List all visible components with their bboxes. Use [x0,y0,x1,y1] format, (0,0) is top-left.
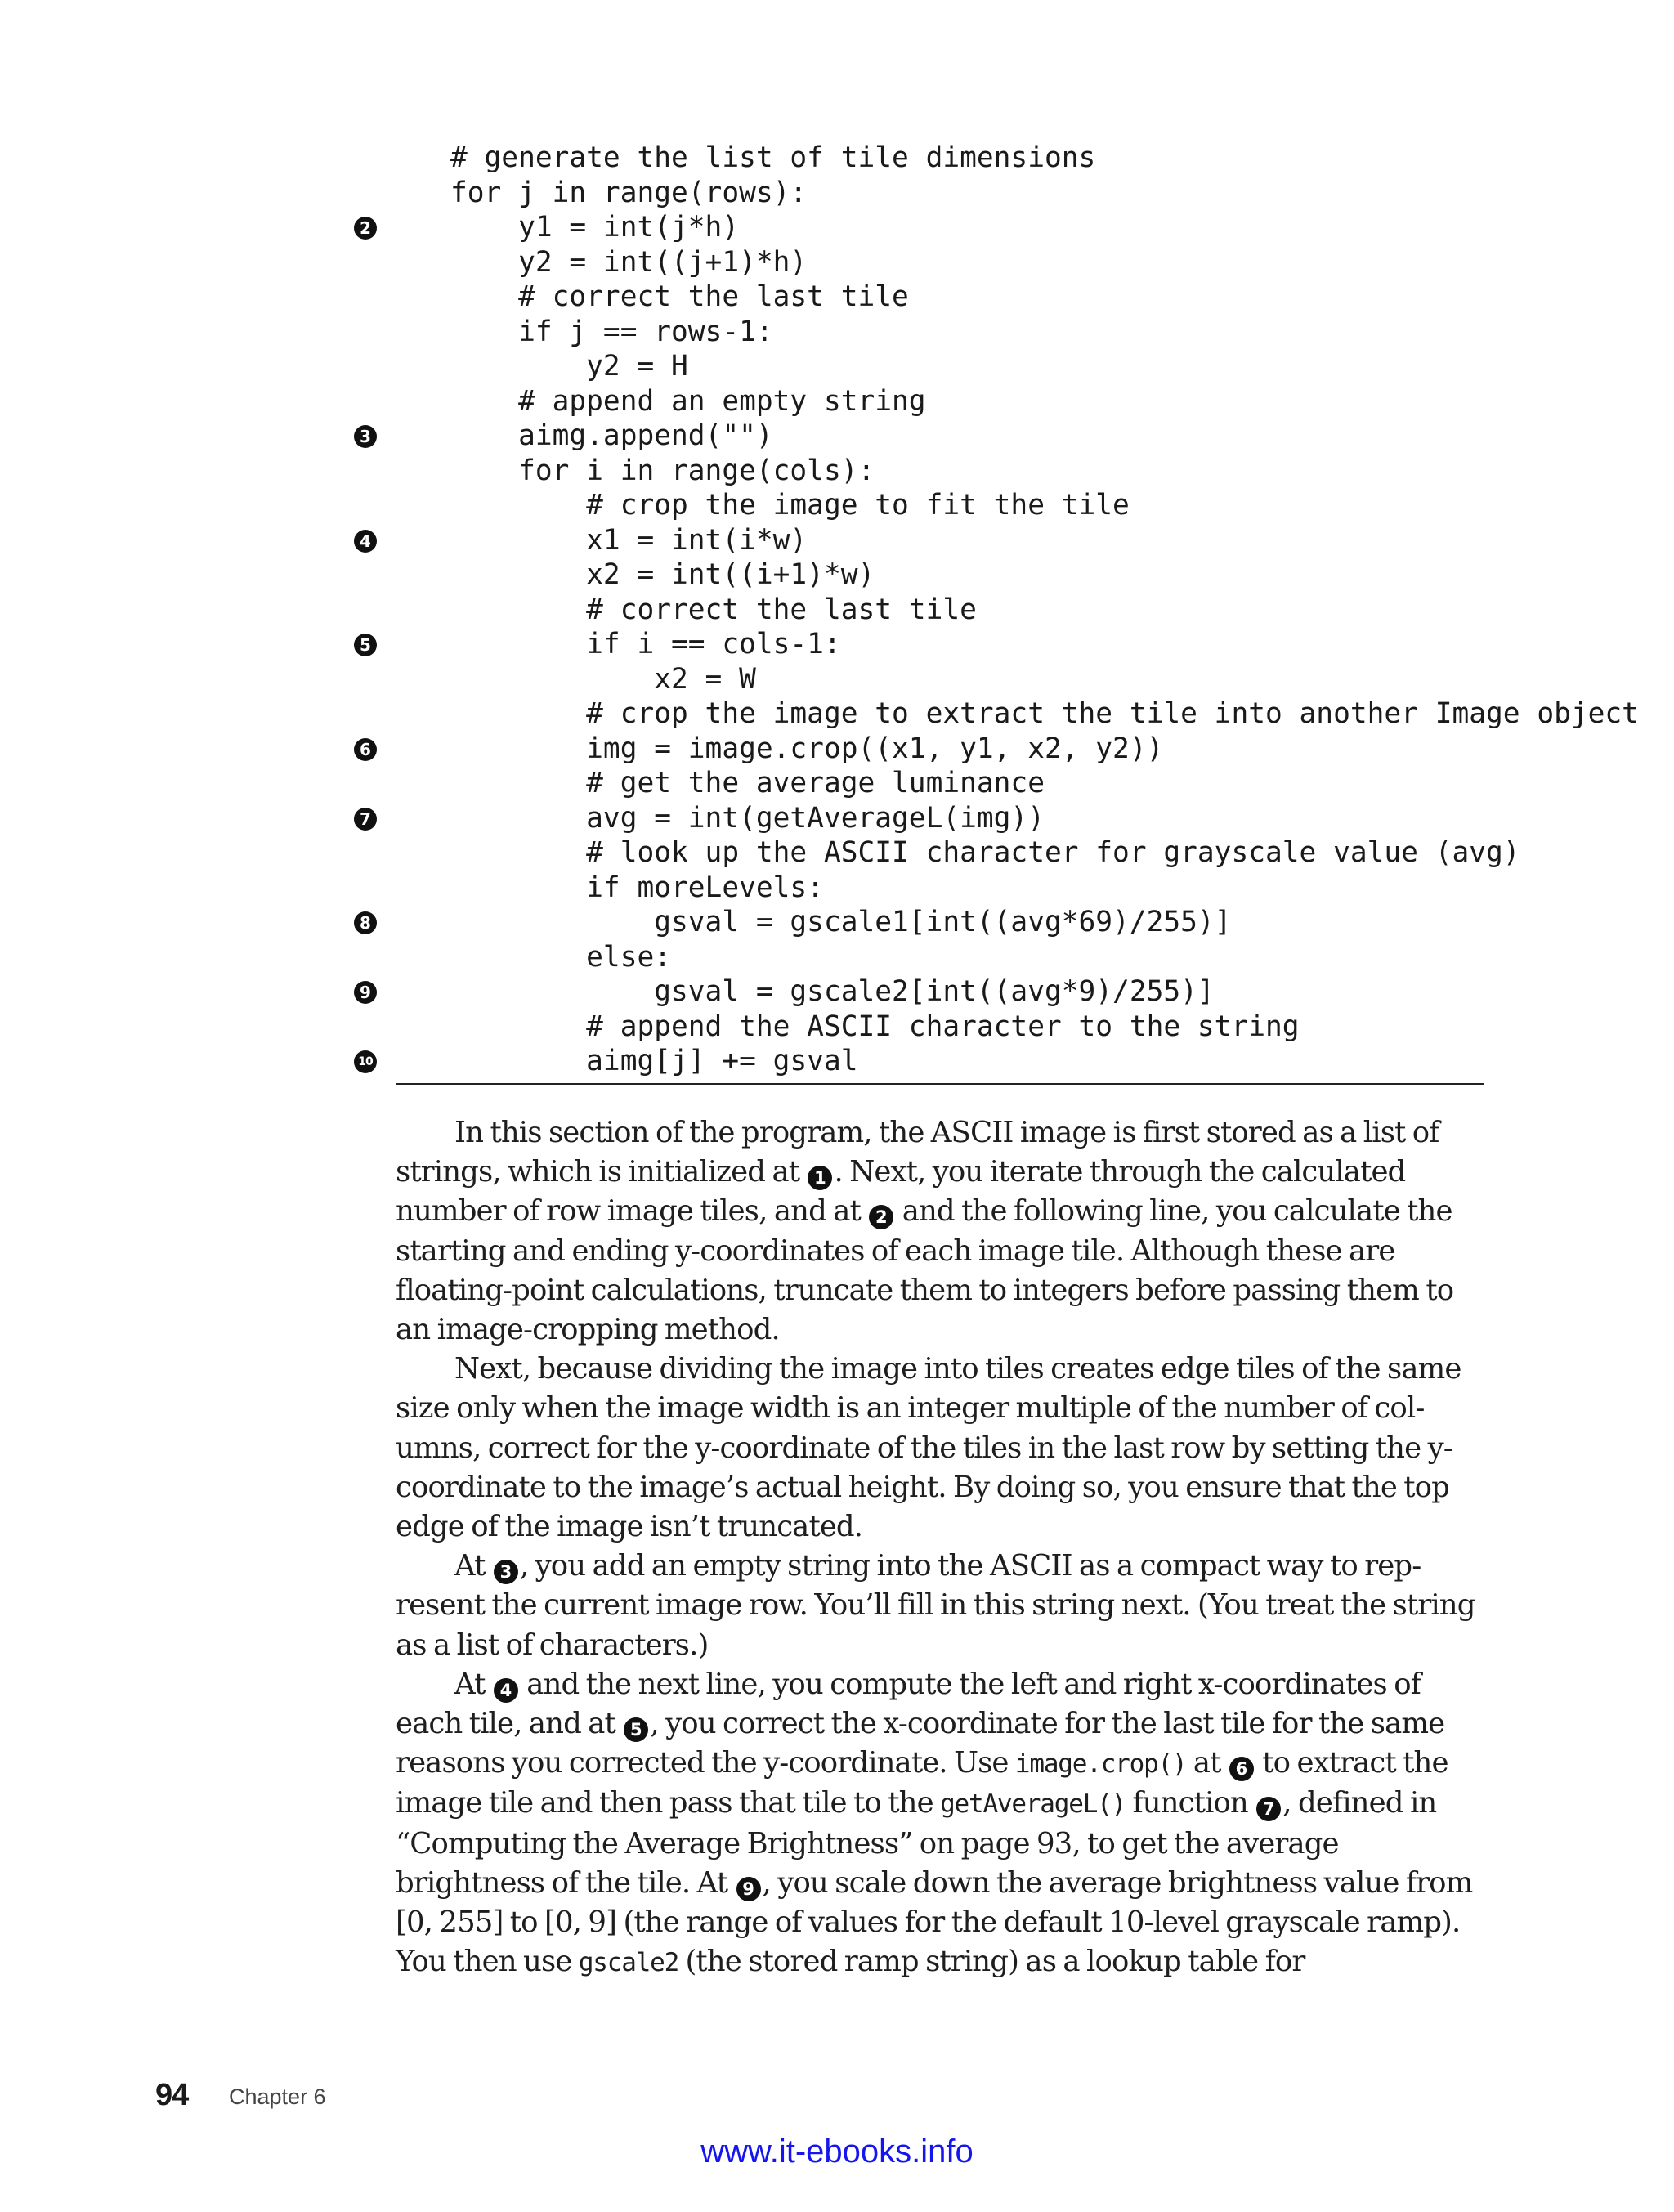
callout-5-icon: 5 [624,1717,648,1742]
code-text: # crop the image to extract the tile into another Image object [450,697,1639,730]
code-line [450,940,1639,975]
callout-5-icon: 5 [354,634,377,656]
code-text: for i in range(cols): [450,454,875,487]
code-text: # look up the ASCII character for grayscale value (avg) [450,836,1520,869]
code-line [360,732,1639,767]
code-line [360,210,1639,245]
callout-6-icon: 6 [1229,1757,1254,1781]
inline-code: getAverageL() [940,1789,1126,1820]
code-text: gsval = gscale2[int((avg*9)/255)] [450,975,1215,1008]
code-text: y1 = int(j*h) [450,211,740,244]
code-line [450,141,1639,176]
code-text: # append an empty string [450,384,926,418]
code-text: y2 = H [450,350,688,383]
code-line [450,557,1639,593]
callout-2-icon: 2 [869,1205,893,1229]
code-line [450,662,1639,697]
code-text: for j in range(rows): [450,176,808,209]
callout-9-icon: 9 [736,1877,761,1901]
page-number: 94 [155,2078,189,2112]
code-text: # generate the list of tile dimensions [450,141,1096,174]
code-line [450,245,1639,280]
code-text: img = image.crop((x1, y1, x2, y2)) [450,732,1164,765]
code-line [450,696,1639,732]
code-text: if j == rows-1: [450,315,773,348]
callout-3-icon: 3 [354,425,377,448]
code-text: x1 = int(i*w) [450,523,808,557]
code-text: gsval = gscale1[int((avg*69)/255)] [450,906,1232,938]
code-line [450,593,1639,628]
code-line [450,176,1639,211]
code-text: aimg.append("") [450,419,773,452]
callout-6-icon: 6 [354,738,377,761]
callout-8-icon: 8 [354,911,377,934]
code-text: avg = int(getAverageL(img)) [450,801,1045,835]
callout-9-icon: 9 [354,981,377,1004]
listing-rule [396,1083,1484,1085]
chapter-label: Chapter 6 [229,2084,326,2109]
code-line [450,349,1639,384]
code-line [450,488,1639,523]
code-line [450,1010,1639,1045]
paragraph-4: At 4 and the next line, you compute the left and right x-coordinates of each tile, and at 5 , you correct the x-coordinate for the last tile for the same reasons you corrected the y-coordinate. Use image.crop() at 6 to extract the image tile and then pass that tile to the getAverageL() function 7 , defined in “Computing the Average Brightness” on page 93, to get the average brightness of the tile. At 9 , you scale down the average brightness value from [0, 255] to [0, 9] (the range of values for the default 10-level grayscale ramp). You then use gscale2 (the stored ramp string) as a lookup table for [396,1667,1473,1979]
code-line [360,801,1639,836]
inline-code: image.crop() [1014,1749,1187,1780]
code-line [450,384,1639,419]
code-line [360,974,1639,1010]
code-line [450,280,1639,315]
code-text: y2 = int((j+1)*h) [450,245,808,279]
code-text: aimg[j] += gsval [450,1045,858,1077]
callout-10-icon: 10 [354,1050,377,1073]
code-text: # crop the image to fit the tile [450,489,1130,522]
callout-4-icon: 4 [354,530,377,553]
code-line [360,627,1639,662]
code-text: x2 = W [450,662,756,696]
code-line [450,454,1639,489]
paragraph-1: In this section of the program, the ASCII image is first stored as a list of strings, which is initialized at 1 . Next, you iterate through the calculated number of row image tiles, and at 2 and the following line, you calculate the starting and ending y-coordinates of each image tile. Although these are floating-point calculations, truncate them to integers before passing them to an image-cropping method. [396,1116,1454,1347]
code-line [360,905,1639,940]
paragraph-2: Next, because dividing the image into tiles creates edge tiles of the same size only when the image width is an integer multiple of the number of columns, correct for the y-coordinate of the tiles in the last row by setting the y-coordinate to the image’s actual height. By doing so, you ensure that the top edge of the image isn’t truncated. [396,1352,1461,1544]
callout-7-icon: 7 [354,808,377,831]
code-text: if moreLevels: [450,871,824,904]
paragraph-3: At 3 , you add an empty string into the ASCII as a compact way to represent the current image row. You’ll fill in this string next. (You treat the string as a list of characters.) [396,1549,1475,1662]
body-text [396,1113,1484,1982]
code-text: x2 = int((i+1)*w) [450,558,875,591]
code-line [358,1044,1639,1079]
code-line [450,871,1639,906]
code-line [450,835,1639,871]
code-text: # append the ASCII character to the string [450,1010,1300,1043]
code-line [360,523,1639,558]
callout-7-icon: 7 [1256,1797,1281,1821]
code-line [360,419,1639,454]
code-line [450,766,1639,801]
callout-1-icon: 1 [808,1166,832,1190]
inline-code: gscale2 [578,1948,679,1978]
code-text: # get the average luminance [450,767,1045,799]
callout-4-icon: 4 [494,1678,518,1703]
code-text: else: [450,940,672,974]
callout-2-icon: 2 [354,217,377,240]
code-text: # correct the last tile [450,593,977,626]
callout-3-icon: 3 [494,1560,518,1584]
source-url-link[interactable]: www.it-ebooks.info [700,2134,974,2169]
code-line [450,315,1639,350]
code-text: if i == cols-1: [450,628,841,660]
code-text: # correct the last tile [450,280,909,313]
code-listing [358,141,1639,1079]
